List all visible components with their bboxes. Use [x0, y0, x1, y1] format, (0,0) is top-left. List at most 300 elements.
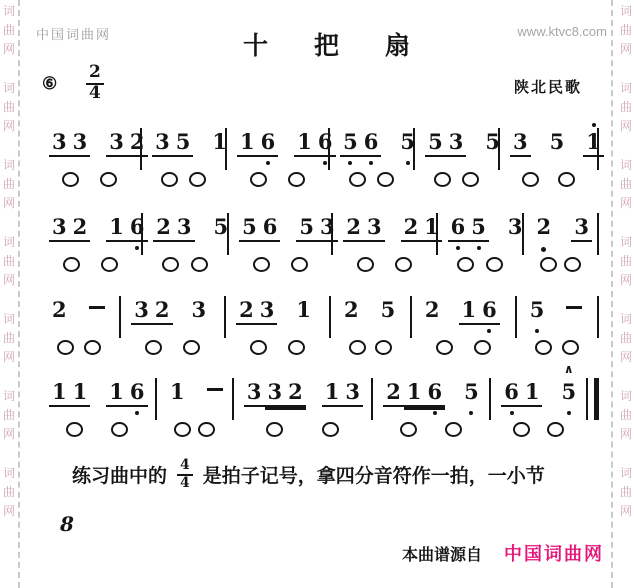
- watermark-char: 网: [2, 196, 15, 210]
- fermata-mark: ∧: [563, 362, 574, 376]
- footnote-fraction-denominator: 4: [180, 474, 190, 491]
- note-digit: 1: [49, 380, 70, 407]
- barline: [597, 213, 599, 255]
- measure: [147, 128, 227, 187]
- measure: [162, 378, 227, 437]
- low-octave-dot: [510, 411, 514, 415]
- watermark-char: 网: [619, 196, 632, 210]
- beat-circle: [174, 422, 191, 437]
- watermark-char: 词: [2, 158, 15, 172]
- notes-row: [338, 213, 439, 249]
- note-digit: 6: [260, 215, 281, 242]
- measure: [234, 213, 335, 272]
- dash-note: [86, 298, 108, 323]
- notes-row: [529, 213, 593, 249]
- note-digit: 6: [127, 215, 148, 242]
- watermark-char: 词: [619, 466, 632, 480]
- note-digit: 5: [340, 130, 361, 157]
- watermark-group: [3, 390, 15, 440]
- note-digit: 5: [213, 214, 229, 239]
- notes-row: [44, 213, 145, 249]
- beat-circle: [62, 172, 79, 187]
- beat-circle: [84, 340, 101, 355]
- watermark-group: [620, 82, 632, 132]
- note-digit: 3: [174, 215, 195, 242]
- watermark-char: 曲: [2, 100, 15, 114]
- watermark-char: 曲: [619, 485, 632, 499]
- notes-row: [147, 128, 227, 164]
- exercise-number: ⑥: [42, 74, 58, 93]
- note-digit: 2: [343, 215, 364, 242]
- barline: [597, 296, 599, 338]
- watermark-char: 曲: [2, 23, 15, 37]
- score-line-4: [44, 362, 604, 437]
- notes-row: [443, 213, 523, 249]
- watermark-char: 词: [2, 81, 15, 95]
- measure: [443, 213, 523, 272]
- beat-circle: [522, 172, 539, 187]
- watermark-char: 词: [2, 4, 15, 18]
- watermark-char: 网: [619, 350, 632, 364]
- watermark-char: 网: [2, 350, 15, 364]
- beat-circles: [44, 257, 136, 272]
- beat-circle: [547, 422, 564, 437]
- measure: [231, 296, 324, 355]
- beat-circles: [44, 422, 150, 437]
- note-digit: 5 ∧: [558, 380, 579, 405]
- beat-circle: [66, 422, 83, 437]
- watermark-group: [3, 467, 15, 517]
- beat-circles: [335, 172, 408, 187]
- notes-row: [420, 128, 500, 164]
- notes-row: [417, 296, 510, 332]
- time-signature-denominator: 4: [89, 82, 101, 103]
- low-octave-dot: [456, 246, 460, 250]
- beat-circle: [436, 340, 453, 355]
- beat-circles: [443, 257, 517, 272]
- notes-row: [378, 378, 484, 414]
- note-digit: 1: [583, 130, 604, 157]
- low-octave-dot: [406, 161, 410, 165]
- notes-row: [126, 296, 219, 332]
- note-digit: 3: [244, 380, 265, 407]
- measure: [44, 378, 150, 437]
- beat-circle: [375, 340, 392, 355]
- watermark-char: 词: [2, 312, 15, 326]
- beat-circle: [250, 172, 267, 187]
- watermark-char: 网: [2, 42, 15, 56]
- note-digit: 3: [49, 130, 70, 157]
- measure: [338, 213, 439, 272]
- watermark-group: [620, 236, 632, 286]
- high-octave-dot: [592, 123, 596, 127]
- note-digit: 1: [237, 130, 258, 157]
- beat-circle: [400, 422, 417, 437]
- half-note-dash: [207, 388, 223, 391]
- beat-circle: [349, 172, 366, 187]
- note-digit: 5: [397, 130, 418, 155]
- barline: [410, 296, 412, 338]
- note-digit: 5: [549, 129, 565, 154]
- note-digit: 2: [424, 297, 440, 322]
- measure: [496, 362, 581, 437]
- beat-circle: [111, 422, 128, 437]
- note-digit: 3: [364, 215, 385, 242]
- watermark-group: [3, 313, 15, 363]
- beat-circle: [349, 340, 366, 355]
- beat-circle: [198, 422, 215, 437]
- watermark-char: 曲: [2, 485, 15, 499]
- note-digit: 1: [70, 380, 91, 407]
- measure: [417, 296, 510, 355]
- footnote-fraction-numerator: 4: [177, 458, 193, 476]
- measure: [378, 378, 484, 437]
- beat-circles: [420, 172, 493, 187]
- barline: [119, 296, 121, 338]
- beat-circles: [147, 172, 220, 187]
- beat-circle: [291, 257, 308, 272]
- low-octave-dot: [266, 161, 270, 165]
- note-digit: 5: [485, 129, 500, 154]
- beat-circle: [161, 172, 178, 187]
- watermark-group: [620, 159, 632, 209]
- beat-circle: [513, 422, 530, 437]
- measure: [522, 296, 592, 355]
- watermark-char: 曲: [2, 254, 15, 268]
- low-octave-dot: [369, 161, 373, 165]
- dash-note: [204, 380, 226, 405]
- watermark-char: 网: [2, 427, 15, 441]
- beat-circle: [357, 257, 374, 272]
- barline: [371, 378, 373, 420]
- note-digit: 6: [448, 215, 469, 242]
- note-digit: 3: [510, 130, 531, 157]
- note-digit: 3: [191, 297, 207, 322]
- beat-circle: [189, 172, 206, 187]
- watermark-char: 网: [619, 427, 632, 441]
- measure: [420, 128, 500, 187]
- final-barline-thick: [594, 378, 599, 420]
- beat-circle: [535, 340, 552, 355]
- note-digit: 5: [239, 215, 260, 242]
- page-number: 8: [60, 512, 74, 536]
- beat-circle: [395, 257, 412, 272]
- note-digit: 6: [258, 130, 279, 157]
- note-digit: 5: [527, 298, 548, 323]
- beat-circles: [505, 172, 592, 187]
- notes-row: [336, 296, 405, 332]
- watermark-char: 词: [619, 81, 632, 95]
- note-digit: 1: [106, 380, 127, 407]
- note-digit: 2: [152, 298, 173, 325]
- note-digit: 1: [170, 379, 185, 404]
- barline: [515, 296, 517, 338]
- beat-circles: [417, 340, 510, 355]
- time-signature-numerator: 2: [86, 64, 104, 85]
- note-digit: 3: [70, 130, 91, 157]
- measure: [44, 296, 114, 355]
- footnote-suffix: 是拍子记号，拿四分音符作一拍，一小节: [202, 465, 545, 487]
- beat-circle: [474, 340, 491, 355]
- note-digit: 1: [522, 380, 543, 407]
- origin-label: 陕北民歌: [513, 79, 582, 96]
- beat-circle: [101, 257, 118, 272]
- watermark-group: [3, 236, 15, 286]
- note-digit: 2: [52, 297, 67, 322]
- beat-circles: [162, 422, 227, 437]
- notes-row: [239, 378, 366, 414]
- beat-circle: [288, 340, 305, 355]
- note-digit: 3: [317, 215, 338, 242]
- note-digit: 1: [294, 130, 315, 157]
- watermark-char: 词: [619, 389, 632, 403]
- beat-circle: [486, 257, 503, 272]
- beat-circle: [434, 172, 451, 187]
- watermark-char: 曲: [619, 23, 632, 37]
- note-digit: 6: [315, 130, 336, 157]
- beat-circles: [44, 172, 135, 187]
- beat-circle: [562, 340, 579, 355]
- low-octave-dot: [348, 161, 352, 165]
- beat-circles: [232, 172, 323, 187]
- note-digit: 2: [343, 297, 359, 322]
- note-digit: 2: [127, 130, 148, 157]
- barline: [232, 378, 234, 420]
- measure: [44, 213, 145, 272]
- watermark-char: 词: [619, 235, 632, 249]
- footnote: [72, 458, 545, 490]
- beat-circle: [162, 257, 179, 272]
- low-octave-dot: [433, 411, 437, 415]
- right-dashed-border: [611, 0, 613, 588]
- beat-circle: [253, 257, 270, 272]
- barline: [489, 378, 491, 420]
- right-watermark: [618, 0, 634, 588]
- half-note-dash: [89, 306, 105, 309]
- watermark-char: 曲: [619, 177, 632, 191]
- notes-row: [44, 296, 114, 332]
- watermark-char: 网: [2, 504, 15, 518]
- measure: [335, 128, 415, 187]
- watermark-char: 词: [2, 389, 15, 403]
- score-line-3: [44, 296, 604, 355]
- beat-circle: [462, 172, 479, 187]
- watermark-char: 曲: [619, 254, 632, 268]
- low-octave-dot: [469, 411, 473, 415]
- note-digit: 1: [296, 297, 311, 322]
- left-watermark: [1, 0, 17, 588]
- note-digit: 2: [70, 215, 91, 242]
- dash-note: [563, 298, 585, 323]
- source-label: 本曲谱源自: [401, 547, 482, 564]
- beat-circle: [288, 172, 305, 187]
- notes-row: [505, 128, 601, 164]
- beat-circle: [266, 422, 283, 437]
- note-digit: 2: [534, 215, 556, 261]
- note-digit: 5: [296, 215, 317, 242]
- beat-circle: [457, 257, 474, 272]
- low-octave-dot: [477, 246, 481, 250]
- watermark-char: 网: [2, 273, 15, 287]
- watermark-char: 网: [2, 119, 15, 133]
- beat-circles: [522, 340, 592, 355]
- watermark-char: 曲: [2, 331, 15, 345]
- note-digit: 2: [236, 298, 257, 325]
- watermark-char: 曲: [619, 331, 632, 345]
- beat-circle: [183, 340, 200, 355]
- notes-row: [44, 128, 145, 164]
- measure: [126, 296, 219, 355]
- note-digit: 2: [153, 215, 174, 242]
- low-octave-dot: [135, 411, 139, 415]
- augmentation-dot: [541, 247, 546, 252]
- measure: [336, 296, 405, 355]
- note-digit: 5: [173, 130, 194, 157]
- watermark-group: [620, 467, 632, 517]
- beat-circles: [338, 257, 430, 272]
- low-octave-dot: [567, 411, 571, 415]
- site-name: 中国词曲网: [36, 27, 112, 42]
- note-digit: 6: [501, 380, 522, 407]
- measure: [529, 213, 593, 272]
- notes-row: [232, 128, 333, 164]
- notes-row: [44, 378, 150, 414]
- watermark-group: [620, 390, 632, 440]
- note-digit: 3: [342, 380, 363, 407]
- source-line: [402, 540, 604, 566]
- beat-circles: [378, 422, 484, 437]
- score: [44, 0, 604, 450]
- barline: [586, 378, 588, 420]
- watermark-group: [620, 313, 632, 363]
- watermark-group: [3, 5, 15, 55]
- beat-circle: [445, 422, 462, 437]
- note-digit: 2: [285, 380, 306, 407]
- watermark-char: 曲: [619, 408, 632, 422]
- note-digit: 1: [212, 129, 227, 154]
- watermark-group: [620, 5, 632, 55]
- note-digit: 3: [106, 130, 127, 157]
- note-digit: 1: [106, 215, 127, 242]
- note-digit: 5: [461, 380, 482, 405]
- note-digit: 2: [401, 215, 422, 242]
- song-title: 十把扇: [243, 31, 457, 60]
- note-digit: 3: [257, 298, 278, 325]
- measure: [239, 378, 366, 437]
- half-note-dash: [566, 306, 582, 309]
- notes-row: [148, 213, 229, 249]
- notes-row: [234, 213, 335, 249]
- beat-circle: [322, 422, 339, 437]
- measure: [232, 128, 333, 187]
- note-digit: 1: [322, 380, 343, 407]
- beat-circles: [148, 257, 222, 272]
- notes-row: [335, 128, 415, 164]
- low-octave-dot: [323, 161, 327, 165]
- beat-circles: [231, 340, 324, 355]
- watermark-char: 词: [2, 466, 15, 480]
- note-digit: 3: [49, 215, 70, 242]
- beat-circle: [558, 172, 575, 187]
- beat-circle: [63, 257, 80, 272]
- beat-circles: [336, 340, 405, 355]
- beat-circle: [145, 340, 162, 355]
- watermark-char: 曲: [2, 177, 15, 191]
- beat-circle: [100, 172, 117, 187]
- notes-row: [496, 362, 581, 414]
- score-line-2: [44, 213, 604, 272]
- note-digit: 2: [383, 380, 404, 407]
- measure: [44, 128, 145, 187]
- footnote-fraction: [177, 458, 193, 490]
- barline: [224, 296, 226, 338]
- watermark-group: [3, 82, 15, 132]
- notes-row: [162, 378, 227, 414]
- note-digit: 6: [127, 380, 148, 407]
- note-digit: 3: [571, 215, 592, 242]
- beat-circles: [239, 422, 366, 437]
- beat-circle: [57, 340, 74, 355]
- watermark-char: 曲: [2, 408, 15, 422]
- notes-row: [522, 296, 592, 332]
- watermark-char: 词: [2, 235, 15, 249]
- measure: [505, 128, 601, 187]
- measure: [148, 213, 229, 272]
- watermark-char: 词: [619, 158, 632, 172]
- barline: [329, 296, 331, 338]
- beat-circle: [250, 340, 267, 355]
- beat-circle: [377, 172, 394, 187]
- note-digit: 1: [421, 215, 442, 242]
- note-digit: 6: [424, 380, 445, 407]
- site-url: www.ktvc8.com: [517, 24, 607, 39]
- watermark-char: 词: [619, 312, 632, 326]
- left-dashed-border: [18, 0, 20, 588]
- note-digit: 3: [152, 130, 173, 157]
- note-digit: 3: [265, 380, 286, 407]
- note-digit: 6: [479, 298, 500, 325]
- note-digit: 5: [380, 297, 396, 322]
- low-octave-dot: [487, 329, 491, 333]
- beat-circles: [234, 257, 326, 272]
- low-octave-dot: [135, 246, 139, 250]
- note-digit: 5: [468, 215, 489, 242]
- watermark-char: 网: [619, 273, 632, 287]
- barline: [155, 378, 157, 420]
- watermark-group: [3, 159, 15, 209]
- note-digit: 1: [404, 380, 425, 407]
- watermark-char: 网: [619, 504, 632, 518]
- footnote-prefix: 练习曲中的: [72, 465, 168, 487]
- watermark-char: 曲: [619, 100, 632, 114]
- note-digit: 3: [507, 214, 523, 239]
- note-digit: 3: [446, 130, 467, 157]
- source-site: 中国词曲网: [504, 544, 604, 564]
- watermark-char: 网: [619, 119, 632, 133]
- note-digit: 6: [361, 130, 382, 157]
- watermark-char: 词: [619, 4, 632, 18]
- note-digit: 5: [425, 130, 446, 157]
- beat-circles: [126, 340, 219, 355]
- watermark-char: 网: [619, 42, 632, 56]
- beat-circles: [496, 422, 581, 437]
- low-octave-dot: [535, 329, 539, 333]
- notes-row: [231, 296, 324, 332]
- note-digit: 3: [131, 298, 152, 325]
- note-digit: 1: [459, 298, 480, 325]
- beat-circles: [44, 340, 114, 355]
- beat-circle: [564, 257, 581, 272]
